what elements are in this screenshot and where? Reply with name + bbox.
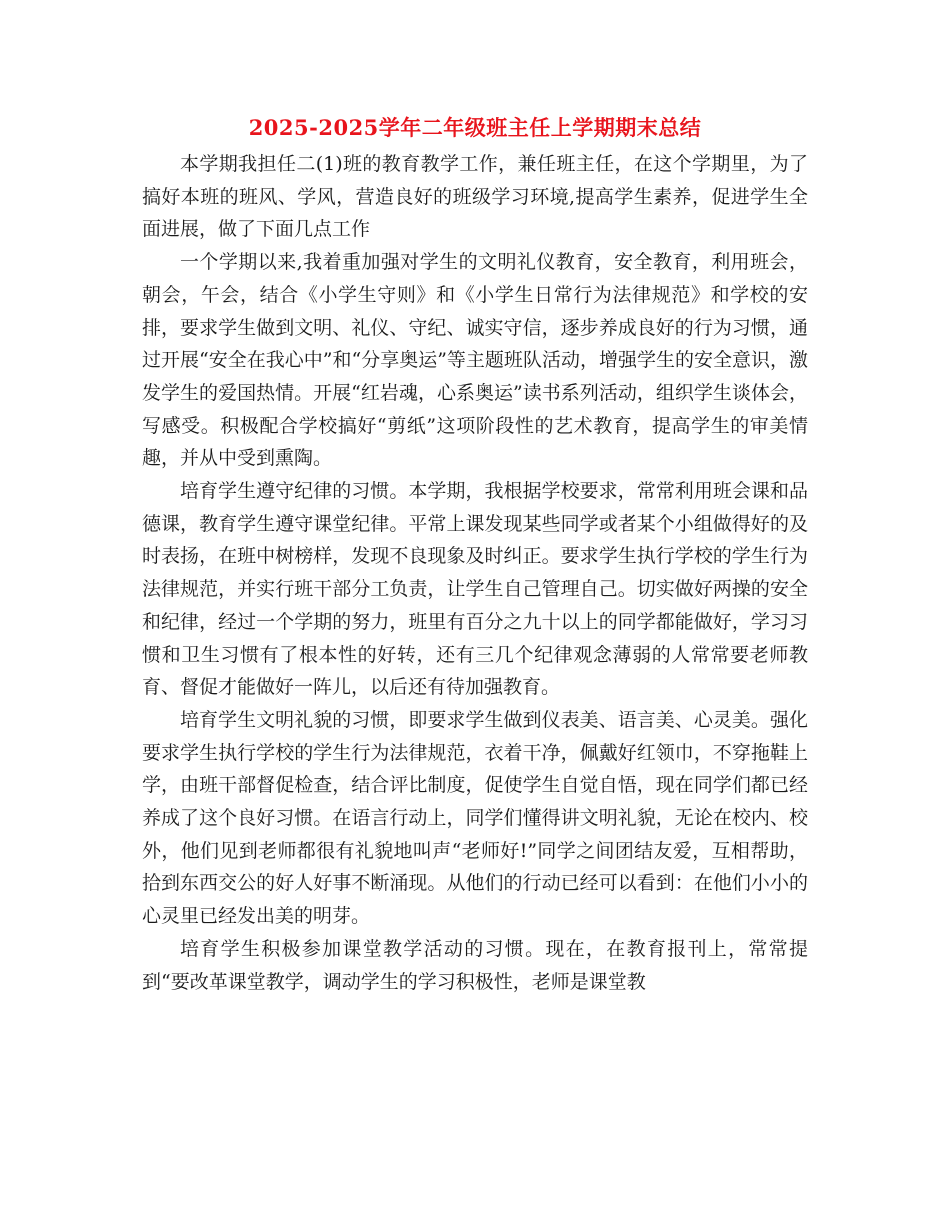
document-page: [142, 112, 808, 998]
paragraph-intro: 本学期我担任二(1)班的教育教学工作，兼任班主任，在这个学期里，为了搞好本班的班风、学风，营造良好的班级学习环境,提高学生素养，促进学生全面进展，做了下面几点工作: [142, 153, 808, 241]
paragraph-politeness-habits: 培育学生文明礼貌的习惯，即要求学生做到仪表美、语言美、心灵美。强化要求学生执行学校的学生行为法律规范，衣着干净，佩戴好红领巾，不穿拖鞋上学，由班干部督促检查，结合评比制度，促使学生自觉自悟，现在同学们都已经养成了这个良好习惯。在语言行动上，同学们懂得讲文明礼貌，无论在校内、校外，他们见到老师都很有礼貌地叫声“老师好!”同学之间团结友爱，互相帮助，拾到东西交公的好人好事不断涌现。从他们的行动已经可以看到：在他们小小的心灵里已经发出美的明芽。: [142, 708, 808, 928]
paragraph-classroom-participation: 培育学生积极参加课堂教学活动的习惯。现在，在教育报刊上，常常提到“要改革课堂教学，调动学生的学习积极性，老师是课堂教: [142, 937, 808, 993]
paragraph-etiquette-education: 一个学期以来,我着重加强对学生的文明礼仪教育，安全教育，利用班会，朝会，午会，结合《小学生守则》和《小学生日常行为法律规范》和学校的安排，要求学生做到文明、礼仪、守纪、诚实守信，逐步养成良好的行为习惯，通过开展“安全在我心中”和“分享奥运”等主题班队活动，增强学生的安全意识，激发学生的爱国热情。开展“红岩魂，心系奥运”读书系列活动，组织学生谈体会，写感受。积极配合学校搞好“剪纸”这项阶段性的艺术教育，提高学生的审美情趣，并从中受到熏陶。: [142, 251, 808, 470]
paragraph-discipline-habits: 培育学生遵守纪律的习惯。本学期，我根据学校要求，常常利用班会课和品德课，教育学生遵守课堂纪律。平常上课发现某些同学或者某个小组做得好的及时表扬，在班中树榜样，发现不良现象及时纠正。要求学生执行学校的学生行为法律规范，并实行班干部分工负责，让学生自己管理自己。切实做好两操的安全和纪律，经过一个学期的努力，班里有百分之九十以上的同学都能做好，学习习惯和卫生习惯有了根本性的好转，还有三几个纪律观念薄弱的人常常要老师教育、督促才能做好一阵儿，以后还有待加强教育。: [142, 480, 808, 699]
document-title: 2025-2025学年二年级班主任上学期期末总结: [248, 115, 702, 140]
